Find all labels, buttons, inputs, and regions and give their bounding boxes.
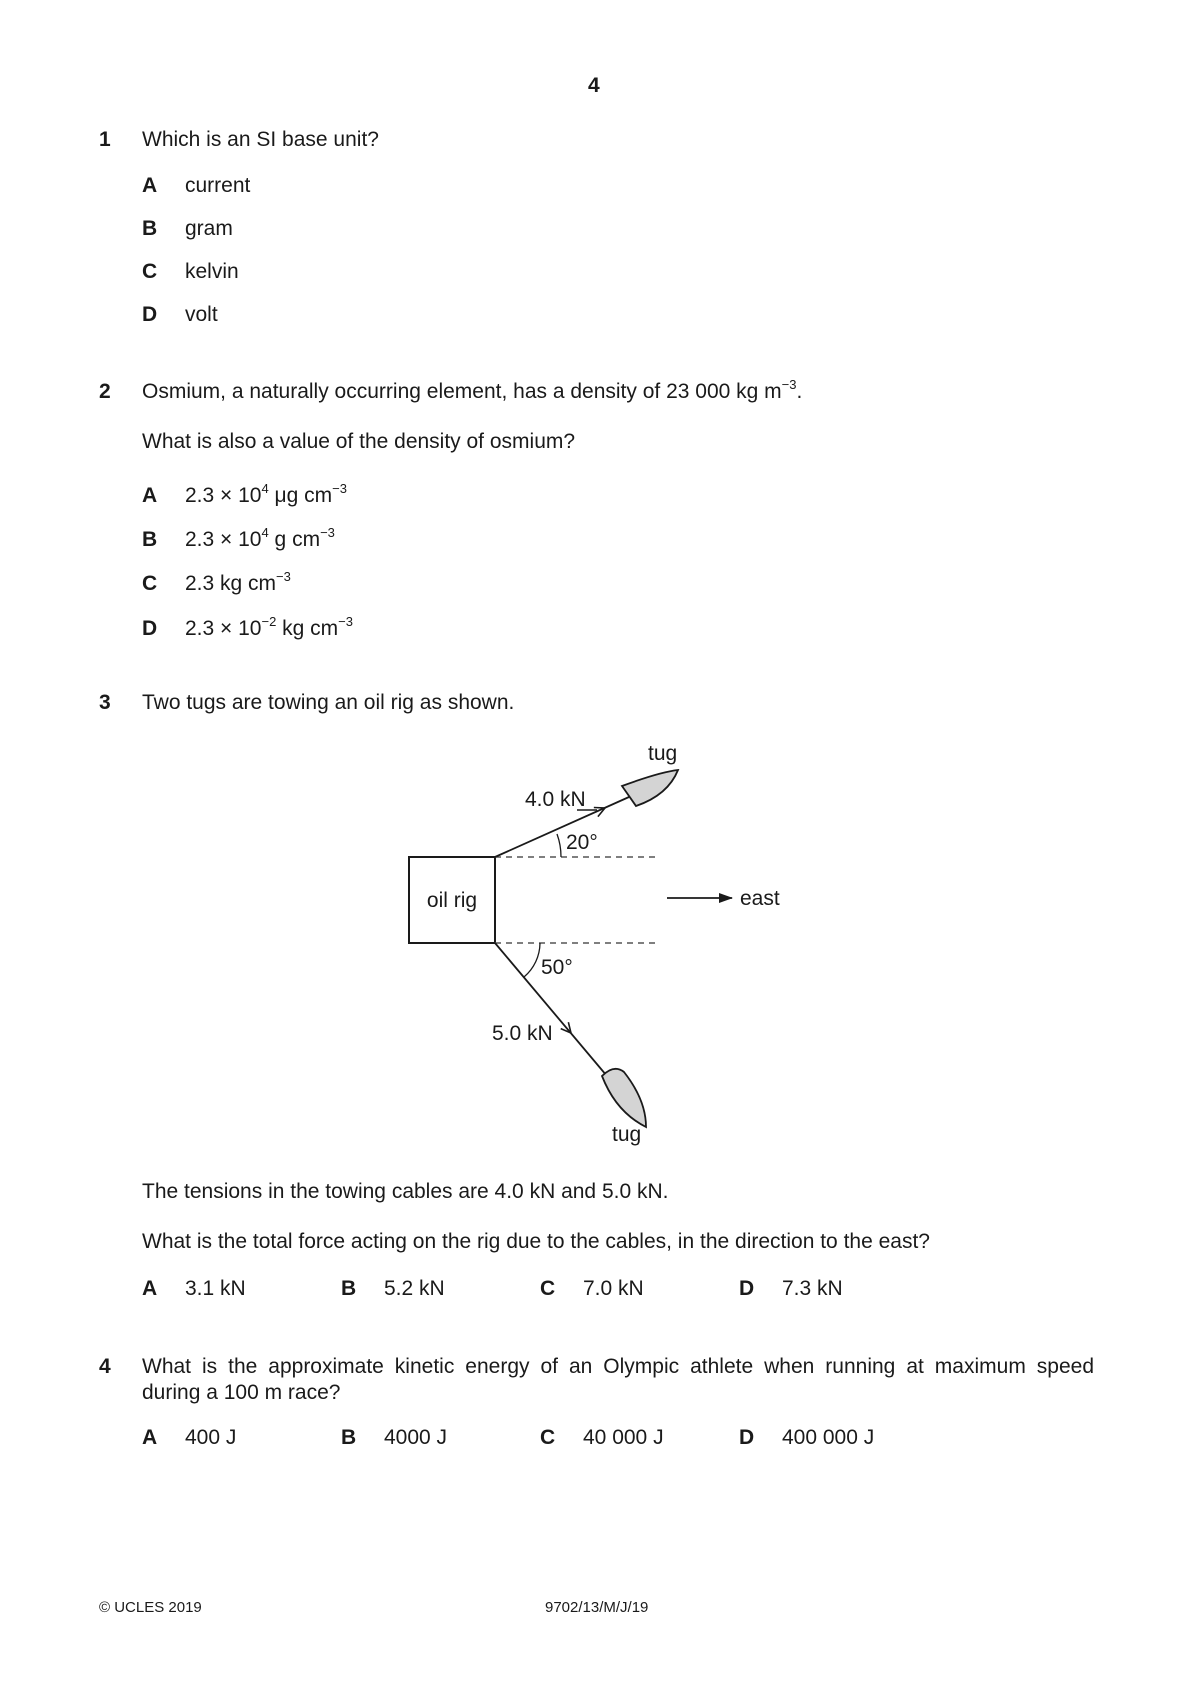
option-text: 7.3 kN (782, 1277, 843, 1300)
question-stem-line2: during a 100 m race? (142, 1381, 341, 1404)
option-text: 4000 J (384, 1426, 448, 1449)
option-text: volt (185, 303, 218, 326)
question-number: 3 (99, 691, 111, 714)
question-number: 1 (99, 128, 111, 151)
option-pre: 2.3 kg cm (185, 572, 277, 595)
option-mid: μg cm (268, 484, 333, 507)
tug-bottom-label: tug (612, 1123, 642, 1146)
option-text: kelvin (185, 260, 239, 283)
angle-bottom-label: 50° (541, 956, 573, 979)
angle-arc-bottom (524, 943, 540, 977)
angle-arc-top (557, 834, 561, 857)
question-stem: Which is an SI base unit? (142, 128, 379, 151)
option-letter: A (142, 1426, 158, 1449)
option-exp1: −3 (276, 569, 291, 584)
option-exp1: −2 (261, 614, 277, 629)
option-pre: 2.3 × 10 (185, 617, 262, 640)
option-exp2: −3 (320, 525, 335, 540)
option-text: 400 J (185, 1426, 237, 1449)
tug-top-label: tug (648, 742, 678, 765)
tug-top-icon (622, 770, 678, 806)
option-text: gram (185, 217, 233, 240)
option-letter: C (142, 572, 158, 595)
footer-paper-code: 9702/13/M/J/19 (545, 1599, 649, 1616)
option-pre: 2.3 × 10 (185, 528, 262, 551)
option-mid: g cm (268, 528, 321, 551)
question-stem-line1: What is the approximate kinetic energy of an Olympic athlete when running at maximum speed (142, 1355, 1094, 1378)
question-prompt: What is also a value of the density of osmium? (142, 430, 576, 453)
option-letter: C (142, 260, 158, 283)
option-exp2: −3 (338, 614, 353, 629)
stem-end: . (796, 380, 803, 403)
option-letter: A (142, 1277, 158, 1300)
option-pre: 2.3 × 10 (185, 484, 262, 507)
option-exp2: −3 (332, 481, 347, 496)
question-stem: Two tugs are towing an oil rig as shown. (142, 691, 515, 714)
option-text: 7.0 kN (583, 1277, 644, 1300)
question-number: 2 (99, 380, 111, 403)
option-text: 400 000 J (782, 1426, 875, 1449)
option-letter: D (142, 617, 158, 640)
option-mid: kg cm (276, 617, 339, 640)
option-exp1: 4 (261, 525, 269, 540)
east-label: east (740, 887, 780, 910)
option-text: 3.1 kN (185, 1277, 246, 1300)
page-number: 4 (588, 74, 600, 97)
option-letter: D (142, 303, 158, 326)
option-letter: C (540, 1426, 556, 1449)
option-text: 40 000 J (583, 1426, 664, 1449)
option-letter: B (142, 528, 158, 551)
force-bottom-label: 5.0 kN (492, 1022, 553, 1045)
question-info: The tensions in the towing cables are 4.0 kN and 5.0 kN. (142, 1180, 669, 1203)
option-letter: A (142, 484, 158, 507)
option-letter: B (341, 1426, 357, 1449)
oil-rig-label: oil rig (426, 889, 478, 912)
option-text: current (185, 174, 251, 197)
stem-exponent: −3 (781, 377, 797, 392)
stem-main: Osmium, a naturally occurring element, has a density of 23 000 kg m (142, 380, 782, 403)
option-letter: B (142, 217, 158, 240)
option-exp1: 4 (261, 481, 269, 496)
option-letter: C (540, 1277, 556, 1300)
footer-copyright: © UCLES 2019 (99, 1599, 202, 1616)
option-text: 5.2 kN (384, 1277, 445, 1300)
option-letter: B (341, 1277, 357, 1300)
angle-top-label: 20° (566, 831, 598, 854)
option-letter: A (142, 174, 158, 197)
option-letter: D (739, 1426, 755, 1449)
force-top-label: 4.0 kN (525, 788, 586, 811)
question-number: 4 (99, 1355, 111, 1378)
option-letter: D (739, 1277, 755, 1300)
tug-bottom-icon (602, 1069, 646, 1127)
question-prompt: What is the total force acting on the rig due to the cables, in the direction to the east? (142, 1230, 930, 1253)
